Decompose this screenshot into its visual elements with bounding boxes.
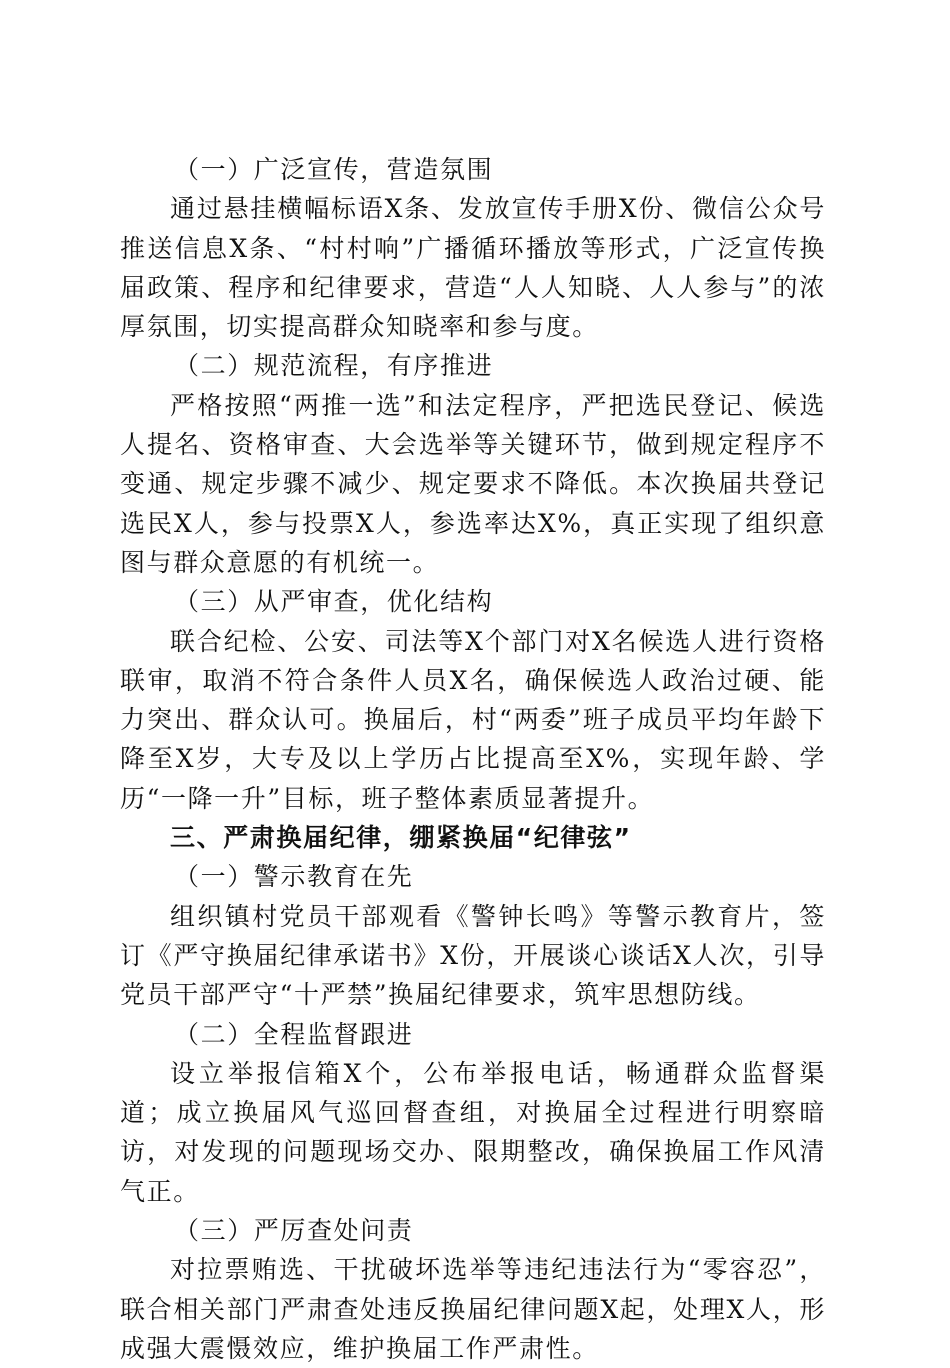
document-body [120, 150, 826, 1368]
subheading-warning-education: （一）警示教育在先 [174, 862, 414, 892]
paragraph-process: 严格按照“两推一选”和法定程序，严把选民登记、候选人提名、资格审查、大会选举等关键环节，做到规定程序不变通、规定步骤不减少、规定要求不降低。本次换届共登记选民X人，参与投票X人，参选率达X%，真正实现了组织意图与群众意愿的有机统一。 [120, 390, 826, 577]
subheading-process: （二）规范流程，有序推进 [174, 351, 494, 381]
paragraph-review: 联合纪检、公安、司法等X个部门对X名候选人进行资格联审，取消不符合条件人员X名，确保候选人政治过硬、能力突出、群众认可。换届后，村“两委”班子成员平均年龄下降至X岁，大专及以上学历占比提高至X%，实现年龄、学历“一降一升”目标，班子整体素质显著提升。 [120, 626, 826, 813]
subheading-publicity: （一）广泛宣传，营造氛围 [174, 155, 494, 184]
paragraph-supervision: 设立举报信箱X个，公布举报电话，畅通群众监督渠道；成立换届风气巡回督查组，对换届全过程进行明察暗访，对发现的问题现场交办、限期整改，确保换届工作风清气正。 [120, 1058, 826, 1206]
subheading-review: （三）从严审查，优化结构 [174, 587, 494, 617]
section-heading-discipline: 三、严肃换届纪律，绷紧换届“纪律弦” [170, 823, 632, 853]
subheading-accountability: （三）严厉查处问责 [174, 1216, 414, 1246]
subheading-supervision: （二）全程监督跟进 [174, 1019, 414, 1049]
paragraph-warning-education: 组织镇村党员干部观看《警钟长鸣》等警示教育片，签订《严守换届纪律承诺书》X份，开展谈心谈话X人次，引导党员干部严守“十严禁”换届纪律要求，筑牢思想防线。 [120, 901, 826, 1010]
paragraph-publicity: 通过悬挂横幅标语X条、发放宣传手册X份、微信公众号推送信息X条、“村村响”广播循环播放等形式，广泛宣传换届政策、程序和纪律要求，营造“人人知晓、人人参与”的浓厚氛围，切实提高群众知晓率和参与度。 [120, 194, 826, 342]
paragraph-accountability: 对拉票贿选、干扰破坏选举等违纪违法行为“零容忍”，联合相关部门严肃查处违反换届纪律问题X起，处理X人，形成强大震慑效应，维护换届工作严肃性。 [120, 1255, 826, 1363]
